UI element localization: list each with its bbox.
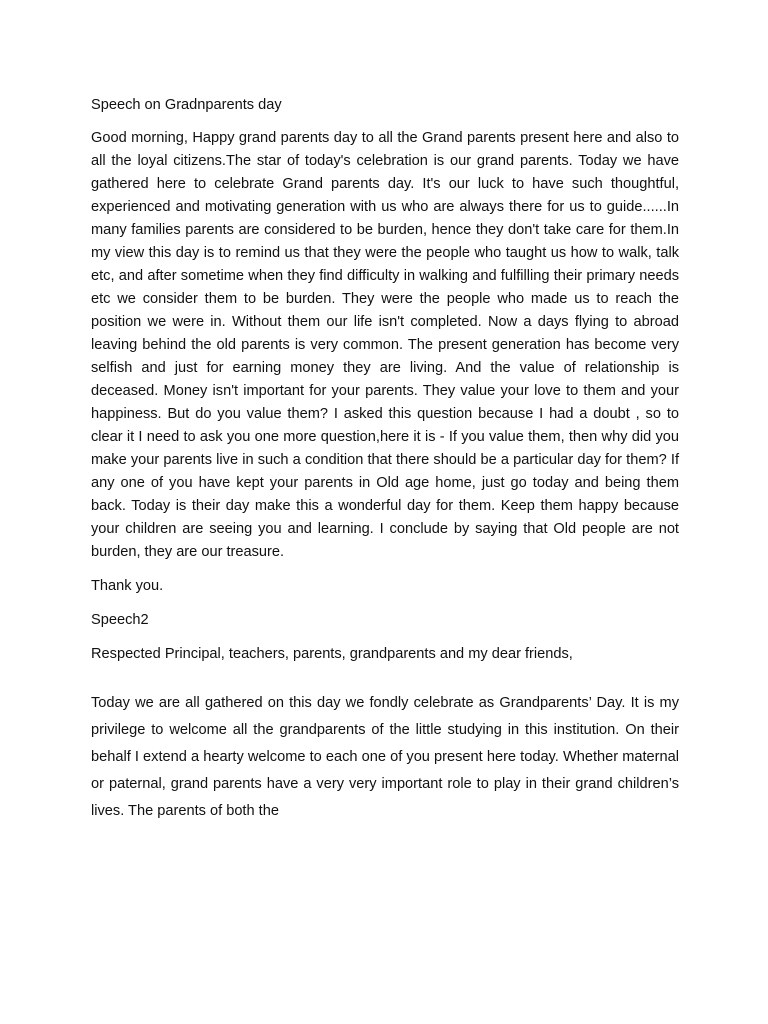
speech2-heading: Speech2 <box>91 612 149 628</box>
speech2-greeting: Respected Principal, teachers, parents, grandparents and my dear friends, <box>91 646 573 662</box>
document-title: Speech on Gradnparents day <box>91 97 282 113</box>
document-page <box>91 93 679 825</box>
speech1-body: Good morning, Happy grand parents day to all the Grand parents present here and also to all the loyal citizens.The star of today's celebration is our grand parents. Today we have gathered here to celebrate Grand parents day. It's our luck to have such thoughtful, experienced and motivating generation with us who are always there for us to guide......In many families parents are considered to be burden, hence they don't take care for them.In my view this day is to remind us that they were the people who taught us how to walk, talk etc, and after sometime when they find difficulty in walking and fulfilling their primary needs etc we consider them to be burden. They were the people who made us to reach the position we were in. Without them our life isn't completed. Now a days flying to abroad leaving behind the old parents is very common. The present generation has become very selfish and just for earning money they are living. And the value of relationship is deceased. Money isn't important for your parents. They value your love to them and your happiness. But do you value them? I asked this question because I had a doubt , so to clear it I need to ask you one more question,here it is - If you value them, then why did you make your parents live in such a condition that there should be a particular day for them? If any one of you have kept your parents in Old age home, just go today and being them back. Today is their day make this a wonderful day for them. Keep them happy because your children are seeing you and learning. I conclude by saying that Old people are not burden, they are our treasure. <box>91 130 679 560</box>
speech1-closing: Thank you. <box>91 578 164 594</box>
speech2-body: Today we are all gathered on this day we fondly celebrate as Grandparents’ Day. It is my privilege to welcome all the grandparents of the little studying in this institution. On their behalf I extend a hearty welcome to each one of you present here today. Whether maternal or paternal, grand parents have a very very important role to play in their grand children’s lives. The parents of both the <box>91 695 679 819</box>
